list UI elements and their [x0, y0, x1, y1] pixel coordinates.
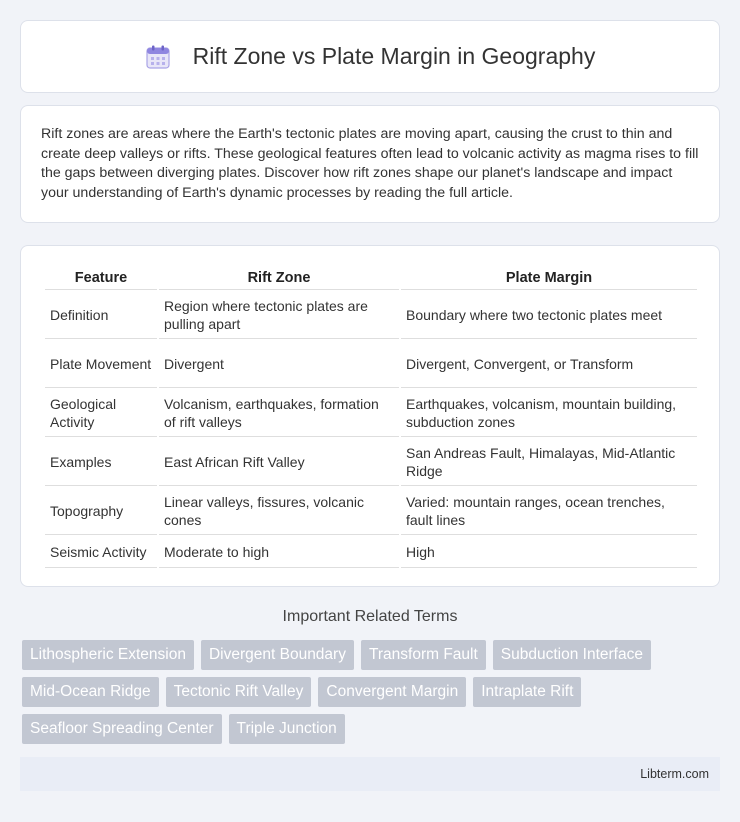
- table-cell: Linear valleys, fissures, volcanic cones: [159, 488, 399, 535]
- term-tag[interactable]: Subduction Interface: [493, 640, 651, 670]
- term-tag[interactable]: Mid-Ocean Ridge: [22, 677, 159, 707]
- term-tag[interactable]: Intraplate Rift: [473, 677, 581, 707]
- term-tag[interactable]: Transform Fault: [361, 640, 486, 670]
- table-cell: Divergent, Convergent, or Transform: [401, 341, 697, 388]
- term-tag[interactable]: Lithospheric Extension: [22, 640, 194, 670]
- footer-site-link[interactable]: Libterm.com: [640, 767, 709, 781]
- comparison-table: [43, 266, 699, 570]
- table-cell: Geological Activity: [45, 390, 157, 437]
- intro-section: [20, 105, 720, 223]
- intro-text: Rift zones are areas where the Earth's tectonic plates are moving apart, causing the crust to thin and create deep valleys or rifts. These geological features often lead to volcanic activity as magma rises to fill the gaps between diverging plates. Discover how rift zones shape our planet's landscape and impact your understanding of Earth's dynamic processes by reading the full article.: [41, 126, 699, 201]
- page-title: Rift Zone vs Plate Margin in Geography: [192, 43, 596, 69]
- table-cell: High: [401, 537, 697, 568]
- term-tag[interactable]: Triple Junction: [229, 714, 345, 744]
- table-row: [45, 390, 697, 437]
- table-cell: Varied: mountain ranges, ocean trenches, fault lines: [401, 488, 697, 535]
- table-row: [45, 439, 697, 486]
- term-tag[interactable]: Seafloor Spreading Center: [22, 714, 222, 744]
- column-header-rift-zone: Rift Zone: [159, 268, 399, 290]
- table-cell: Topography: [45, 488, 157, 535]
- table-cell: Earthquakes, volcanism, mountain building, subduction zones: [401, 390, 697, 437]
- footer: [20, 757, 720, 791]
- table-cell: Plate Movement: [45, 341, 157, 388]
- table-cell: Volcanism, earthquakes, formation of rift valleys: [159, 390, 399, 437]
- table-row: [45, 292, 697, 339]
- term-tag[interactable]: Tectonic Rift Valley: [166, 677, 312, 707]
- table-header-row: [45, 268, 697, 290]
- page-header: [20, 20, 720, 93]
- table-cell: Boundary where two tectonic plates meet: [401, 292, 697, 339]
- table-cell: Region where tectonic plates are pulling apart: [159, 292, 399, 339]
- comparison-table-card: [20, 245, 720, 587]
- table-cell: San Andreas Fault, Himalayas, Mid-Atlantic Ridge: [401, 439, 697, 486]
- table-cell: Seismic Activity: [45, 537, 157, 568]
- table-cell: Divergent: [159, 341, 399, 388]
- table-cell: Definition: [45, 292, 157, 339]
- related-terms-title: Important Related Terms: [282, 608, 458, 625]
- table-row: [45, 341, 697, 388]
- calendar-icon: [145, 44, 171, 70]
- table-row: [45, 488, 697, 535]
- table-cell: Moderate to high: [159, 537, 399, 568]
- column-header-plate-margin: Plate Margin: [401, 268, 697, 290]
- table-row: [45, 537, 697, 568]
- term-tag[interactable]: Convergent Margin: [318, 677, 466, 707]
- column-header-feature: Feature: [45, 268, 157, 290]
- term-tag[interactable]: Divergent Boundary: [201, 640, 354, 670]
- table-cell: East African Rift Valley: [159, 439, 399, 486]
- table-cell: Examples: [45, 439, 157, 486]
- related-terms-list: [22, 640, 722, 744]
